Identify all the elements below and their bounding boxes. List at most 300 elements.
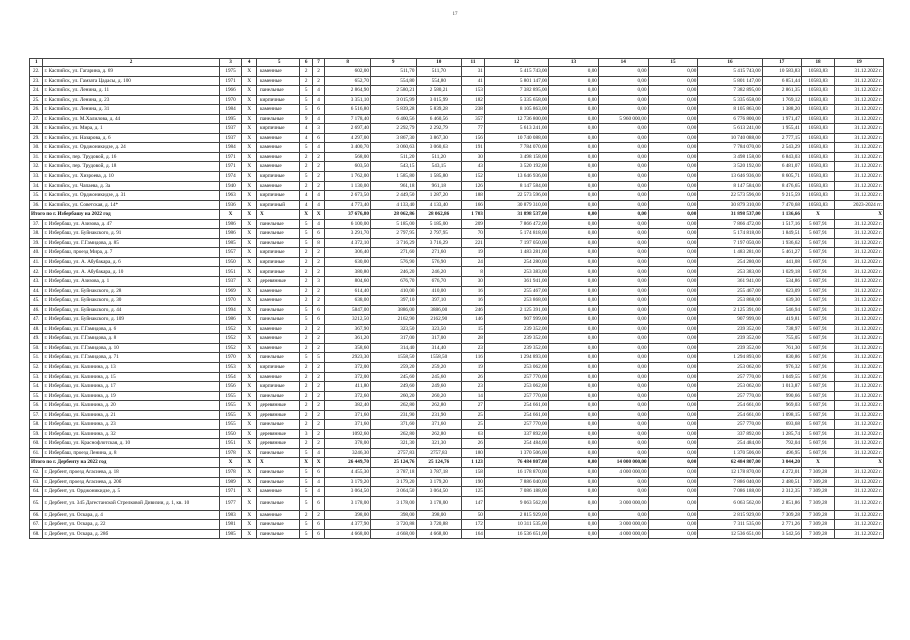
table-cell: г. Избербаш, ул. Калинина, д. 15: [43, 372, 219, 382]
table-cell: 5 607,91: [801, 401, 834, 411]
table-cell: X: [242, 334, 257, 344]
table-cell: 31.12.2022 г.: [835, 191, 884, 201]
table-cell: 5 839,28: [416, 105, 462, 115]
total-label: Итого по г. Дербенту на 2022 год: [30, 458, 220, 468]
table-cell: 6: [312, 467, 324, 477]
table-cell: 5: [256, 59, 300, 67]
table-cell: 9: [370, 59, 416, 67]
table-cell: 10 583,83: [762, 67, 801, 77]
table-cell: каменные: [256, 372, 300, 382]
table-cell: 23.: [30, 76, 43, 86]
table-cell: 2: [312, 257, 324, 267]
table-cell: 4: [312, 448, 324, 458]
table-cell: 4 272,01: [762, 467, 801, 477]
table-cell: 2: [312, 410, 324, 420]
table-cell: 188: [462, 191, 485, 201]
table-cell: 19: [462, 248, 485, 258]
table-cell: 5: [300, 105, 312, 115]
table-cell: 42.: [30, 267, 43, 277]
table-cell: 31.12.2022 г.: [835, 520, 884, 530]
table-cell: 1975: [219, 67, 242, 77]
table-cell: 57.: [30, 410, 43, 420]
table-cell: 246,20: [370, 267, 416, 277]
table-cell: г. Каспийск, ул. Орджоникидзе, д. 24: [43, 143, 219, 153]
table-cell: 2 797,95: [416, 229, 462, 239]
table-cell: г. Избербаш, ул. Г.Гамидова, д. 8: [43, 334, 219, 344]
table-cell: кирпичные: [256, 248, 300, 258]
table-cell: 361 941,00: [698, 277, 762, 287]
table-cell: панельные: [256, 420, 300, 430]
table-cell: 317,00: [416, 334, 462, 344]
table-cell: 419,81: [762, 315, 801, 325]
table-cell: г. Каспийск, ул. Гамзата Цадасы, д. 100: [43, 76, 219, 86]
table-cell: 1963: [219, 191, 242, 201]
table-cell: 5 185,00: [416, 219, 462, 229]
table-cell: 378,00: [325, 439, 371, 449]
table-cell: кирпичные: [256, 362, 300, 372]
table-cell: панельные: [256, 467, 300, 477]
table-cell: 0,00: [648, 429, 698, 439]
table-cell: 1 285,74: [762, 429, 801, 439]
table-cell: 0,00: [549, 467, 599, 477]
table-cell: 5: [300, 95, 312, 105]
table-cell: 31.12.2022 г.: [835, 305, 884, 315]
table-cell: 0,00: [648, 76, 698, 86]
table-cell: 18: [801, 59, 834, 67]
table-cell: 5: [300, 477, 312, 487]
table-cell: г. Дербент, ул. 345 Дагестанской Стрелковой Дивизии, д. 1, кв. 10: [43, 496, 219, 510]
table-cell: 254 661,00: [484, 410, 548, 420]
table-cell: 755,05: [762, 334, 801, 344]
table-cell: 5: [300, 238, 312, 248]
table-cell: 0,00: [648, 114, 698, 124]
table-cell: 0,00: [598, 372, 648, 382]
table-cell: 3 060,63: [370, 143, 416, 153]
table-cell: 1 936,62: [762, 238, 801, 248]
table-cell: 976,32: [762, 362, 801, 372]
table-cell: 2: [300, 257, 312, 267]
table-cell: кирпичные: [256, 172, 300, 182]
table-cell: 5 607,91: [801, 267, 834, 277]
table-cell: 5: [300, 143, 312, 153]
table-cell: 30: [462, 152, 485, 162]
table-cell: 6 063 562,00: [698, 496, 762, 510]
table-cell: 1985: [219, 238, 242, 248]
table-cell: 19: [835, 59, 884, 67]
table-cell: 0,00: [598, 315, 648, 325]
table-cell: 5: [300, 315, 312, 325]
table-cell: 253 868,00: [698, 296, 762, 306]
table-row: [30, 152, 884, 162]
table-cell: 31.12.2022 г.: [835, 133, 884, 143]
table-row: [30, 401, 884, 411]
table-cell: 10 740 088,00: [484, 133, 548, 143]
table-cell: 410,00: [370, 286, 416, 296]
table-cell: 1957: [219, 248, 242, 258]
table-cell: кирпичные: [256, 382, 300, 392]
table-cell: 0,00: [598, 257, 648, 267]
table-cell: 3 000 000,00: [598, 496, 648, 510]
table-cell: 623,09: [762, 286, 801, 296]
table-cell: 257 770,00: [484, 420, 548, 430]
table-cell: 31 898 537,00: [484, 210, 548, 220]
table-cell: 1 294 893,00: [484, 353, 548, 363]
table-cell: г. Избербаш, ул. Г.Гамидова, д. 71: [43, 353, 219, 363]
table-cell: 10583,83: [801, 86, 834, 96]
table-cell: 7 086 188,00: [698, 487, 762, 497]
table-cell: 1 013,87: [762, 382, 801, 392]
table-cell: 0,00: [648, 162, 698, 172]
table-cell: 9 215,59: [762, 191, 801, 201]
table-cell: 63: [462, 429, 485, 439]
table-cell: г. Каспийск, ул. Ленина, д. 23: [43, 95, 219, 105]
table-cell: 6: [312, 105, 324, 115]
table-cell: 257 770,00: [484, 372, 548, 382]
table-cell: 13: [549, 59, 599, 67]
table-cell: 2: [300, 401, 312, 411]
table-cell: 254 661,00: [698, 410, 762, 420]
table-cell: каменные: [256, 324, 300, 334]
table-cell: 254 280,00: [484, 257, 548, 267]
table-cell: 0,00: [549, 105, 599, 115]
table-cell: 496,95: [762, 448, 801, 458]
table-cell: 2: [312, 76, 324, 86]
table-cell: 2: [312, 372, 324, 382]
table-cell: 26 449,70: [325, 458, 371, 468]
table-cell: 0,00: [549, 229, 599, 239]
table-cell: 0,00: [648, 248, 698, 258]
table-cell: 5 801 147,00: [484, 76, 548, 86]
table-cell: 48.: [30, 324, 43, 334]
table-cell: 2: [312, 439, 324, 449]
table-cell: 0,00: [549, 210, 599, 220]
table-cell: 257 770,00: [698, 420, 762, 430]
table-row: [30, 133, 884, 143]
table-row: [30, 229, 884, 239]
table-row: [30, 286, 884, 296]
table-row: [30, 114, 884, 124]
table-cell: 31.12.2022 г.: [835, 172, 884, 182]
total-row: [30, 210, 884, 220]
table-cell: X: [242, 162, 257, 172]
table-cell: 22 573 596,00: [484, 191, 548, 201]
table-cell: кирпичные: [256, 191, 300, 201]
table-cell: каменные: [256, 286, 300, 296]
table-cell: 31.12.2022 г.: [835, 401, 884, 411]
table-cell: г. Каспийск, ул. Чапаева, д. 3а: [43, 181, 219, 191]
table-cell: 638,00: [325, 296, 371, 306]
table-cell: 0,00: [549, 343, 599, 353]
table-cell: 4: [312, 487, 324, 497]
table-cell: X: [242, 362, 257, 372]
table-cell: X: [242, 410, 257, 420]
table-cell: г. Каспийск, ул. Ленина, д. 11: [43, 86, 219, 96]
table-cell: X: [312, 210, 324, 220]
table-cell: X: [242, 248, 257, 258]
table-cell: 5 613 241,00: [484, 124, 548, 134]
table-cell: 190: [462, 477, 485, 487]
table-cell: 546,94: [762, 305, 801, 315]
table-cell: г. Избербаш, ул. Калинина, д. 13: [43, 362, 219, 372]
table-cell: 4: [312, 191, 324, 201]
table-cell: X: [256, 210, 300, 220]
table-cell: 12 178 870,00: [698, 467, 762, 477]
table-cell: 10583,83: [801, 200, 834, 210]
table-cell: 5 607,91: [801, 305, 834, 315]
table-cell: 32.: [30, 162, 43, 172]
table-cell: 1937: [219, 133, 242, 143]
table-cell: 1 849,51: [762, 229, 801, 239]
table-cell: 3 179,20: [325, 477, 371, 487]
table-cell: 31.12.2022 г.: [835, 124, 884, 134]
table-cell: 30: [462, 277, 485, 287]
table-cell: 2 797,95: [370, 229, 416, 239]
table-cell: 0,00: [648, 487, 698, 497]
table-cell: 1986: [219, 229, 242, 239]
table-cell: 255 467,00: [698, 286, 762, 296]
table-cell: г. Избербаш, ул. Краснофлотская, д. 10: [43, 439, 219, 449]
table-cell: 554,80: [416, 76, 462, 86]
table-cell: 1 049,55: [762, 372, 801, 382]
table-cell: X: [242, 343, 257, 353]
table-cell: 907 999,00: [698, 315, 762, 325]
table-cell: 2: [43, 59, 219, 67]
table-cell: 6: [312, 229, 324, 239]
table-cell: 2: [300, 439, 312, 449]
table-cell: 31.12.2022 г.: [835, 76, 884, 86]
table-cell: 152: [462, 172, 485, 182]
table-cell: 5: [300, 448, 312, 458]
table-cell: 1 769,12: [762, 95, 801, 105]
table-cell: 1 517,16: [762, 219, 801, 229]
table-cell: 321,30: [416, 439, 462, 449]
table-cell: 0,00: [549, 162, 599, 172]
table-cell: 52.: [30, 362, 43, 372]
table-cell: 10583,83: [801, 152, 834, 162]
table-cell: 259,20: [370, 362, 416, 372]
table-cell: 0,00: [598, 324, 648, 334]
table-cell: 0,00: [598, 162, 648, 172]
table-cell: 7: [312, 59, 324, 67]
table-cell: 7 784 070,00: [698, 143, 762, 153]
table-cell: 0,00: [598, 429, 648, 439]
table-cell: г. Избербаш, ул. А. Абубакара, д. 10: [43, 267, 219, 277]
table-cell: 5 839,28: [370, 105, 416, 115]
table-cell: 31 898 537,00: [698, 210, 762, 220]
table-cell: 253 062,00: [484, 362, 548, 372]
table-cell: 0,00: [648, 210, 698, 220]
table-cell: 0,00: [598, 353, 648, 363]
table-cell: X: [242, 257, 257, 267]
table-cell: 1995: [219, 114, 242, 124]
table-cell: 47.: [30, 315, 43, 325]
table-cell: 31.12.2022 г.: [835, 277, 884, 287]
table-cell: 0,00: [598, 410, 648, 420]
table-cell: 4: [312, 143, 324, 153]
table-cell: 576,90: [370, 257, 416, 267]
table-cell: 6: [312, 520, 324, 530]
table-cell: X: [242, 510, 257, 520]
table-cell: 257 770,00: [698, 372, 762, 382]
table-cell: X: [242, 86, 257, 96]
table-cell: 0,00: [549, 372, 599, 382]
table-cell: 5: [300, 520, 312, 530]
table-cell: 1 585,80: [370, 172, 416, 182]
table-cell: X: [242, 391, 257, 401]
table-cell: 0,00: [598, 210, 648, 220]
table-cell: 0,00: [648, 229, 698, 239]
table-cell: 239 352,00: [698, 324, 762, 334]
table-cell: 361,20: [325, 334, 371, 344]
table-cell: 1970: [219, 353, 242, 363]
table-cell: 31.12.2022 г.: [835, 95, 884, 105]
table-cell: панельные: [256, 391, 300, 401]
table-cell: панельные: [256, 353, 300, 363]
table-cell: 3 351,10: [325, 95, 371, 105]
table-row: [30, 429, 884, 439]
table-cell: 5 607,91: [801, 372, 834, 382]
table-cell: 8 105 863,00: [698, 105, 762, 115]
table-cell: 5 607,91: [801, 257, 834, 267]
table-cell: 37 676,80: [325, 210, 371, 220]
table-cell: 371,60: [370, 420, 416, 430]
table-cell: 2: [300, 162, 312, 172]
table-cell: 1966: [219, 86, 242, 96]
table-cell: 1989: [219, 477, 242, 487]
table-cell: 28.: [30, 124, 43, 134]
table-cell: 116: [462, 353, 485, 363]
table-cell: панельные: [256, 477, 300, 487]
table-cell: 14: [598, 59, 648, 67]
table-row: [30, 200, 884, 210]
table-cell: 31.12.2022 г.: [835, 487, 884, 497]
table-cell: 0,00: [598, 105, 648, 115]
table-cell: панельные: [256, 315, 300, 325]
table-cell: 0,00: [549, 353, 599, 363]
table-cell: 0,00: [549, 458, 599, 468]
table-cell: 2 697,40: [325, 124, 371, 134]
table-cell: 31.12.2022 г.: [835, 248, 884, 258]
table-cell: 0,00: [648, 496, 698, 510]
table-cell: 68.: [30, 529, 43, 539]
table-cell: X: [242, 382, 257, 392]
table-cell: 5: [300, 172, 312, 182]
table-row: [30, 510, 884, 520]
table-cell: 5 607,91: [801, 286, 834, 296]
table-cell: кирпичные: [256, 124, 300, 134]
table-cell: 31.12.2022 г.: [835, 229, 884, 239]
total-label: Итого по г. Избербашу на 2022 год: [30, 210, 220, 220]
table-cell: 0,00: [549, 133, 599, 143]
table-cell: X: [242, 324, 257, 334]
table-cell: 3: [219, 59, 242, 67]
table-cell: 0,00: [598, 305, 648, 315]
table-cell: X: [242, 152, 257, 162]
table-cell: 58.: [30, 420, 43, 430]
table-cell: 2: [312, 382, 324, 392]
table-cell: 3 015,99: [416, 95, 462, 105]
table-cell: 0,00: [598, 200, 648, 210]
table-cell: 25 124,76: [416, 458, 462, 468]
table-cell: 3 015,99: [370, 95, 416, 105]
table-cell: 2: [312, 420, 324, 430]
table-cell: 31.12.2022 г.: [835, 181, 884, 191]
table-cell: 0,00: [648, 410, 698, 420]
table-cell: г. Избербаш, ул. А. Абубакара, д. 6: [43, 257, 219, 267]
table-cell: 0,00: [598, 219, 648, 229]
table-row: [30, 238, 884, 248]
table-cell: 164: [462, 529, 485, 539]
table-cell: 22 573 596,00: [698, 191, 762, 201]
table-row: [30, 382, 884, 392]
table-cell: 2: [300, 382, 312, 392]
table-cell: 271,60: [370, 248, 416, 258]
table-cell: 4: [312, 114, 324, 124]
table-cell: 54.: [30, 382, 43, 392]
table-cell: 2: [300, 510, 312, 520]
table-cell: деревянные: [256, 429, 300, 439]
table-cell: 5 415 743,00: [698, 67, 762, 77]
table-cell: 5: [300, 487, 312, 497]
table-cell: 0,00: [648, 133, 698, 143]
table-cell: 2: [312, 286, 324, 296]
table-cell: X: [242, 277, 257, 287]
table-cell: 2 312,35: [762, 487, 801, 497]
table-cell: 5: [300, 86, 312, 96]
table-cell: 568,00: [325, 152, 371, 162]
table-cell: 10: [416, 59, 462, 67]
table-cell: 0,00: [549, 191, 599, 201]
table-cell: 3246,30: [325, 448, 371, 458]
table-cell: X: [256, 458, 300, 468]
table-cell: 7 309,28: [801, 477, 834, 487]
table-cell: 53.: [30, 372, 43, 382]
table-cell: 0,00: [549, 200, 599, 210]
table-cell: 5 174 818,00: [698, 229, 762, 239]
table-cell: 239 352,00: [484, 343, 548, 353]
table-cell: 31.12.2022 г.: [835, 67, 884, 77]
table-cell: 4: [312, 477, 324, 487]
table-cell: г. Каспийск, ул. Гагарина, д. 69: [43, 67, 219, 77]
table-cell: 0,00: [598, 401, 648, 411]
table-cell: 3886,00: [416, 305, 462, 315]
table-cell: 0,00: [648, 143, 698, 153]
table-cell: 398,00: [416, 510, 462, 520]
table-cell: 26.: [30, 105, 43, 115]
table-cell: 49.: [30, 334, 43, 344]
table-cell: 0,00: [598, 362, 648, 372]
table-cell: 10 740 088,00: [698, 133, 762, 143]
table-cell: 4: [312, 219, 324, 229]
table-cell: 2: [312, 162, 324, 172]
table-cell: X: [242, 520, 257, 530]
table-cell: 31.12.2022 г.: [835, 334, 884, 344]
table-cell: 0,00: [648, 238, 698, 248]
table-cell: 0,00: [549, 439, 599, 449]
table-cell: 31.12.2022 г.: [835, 362, 884, 372]
table-cell: 246: [462, 305, 485, 315]
table-cell: 337 892,00: [484, 429, 548, 439]
table-cell: 317,00: [370, 334, 416, 344]
table-cell: 5 607,91: [801, 420, 834, 430]
table-cell: 2: [300, 391, 312, 401]
table-cell: 397,10: [416, 296, 462, 306]
table-cell: 0,00: [648, 382, 698, 392]
table-cell: 652,70: [325, 76, 371, 86]
table-cell: 5 335 658,00: [484, 95, 548, 105]
table-cell: 0,00: [648, 86, 698, 96]
table-cell: 13 646 936,00: [484, 172, 548, 182]
